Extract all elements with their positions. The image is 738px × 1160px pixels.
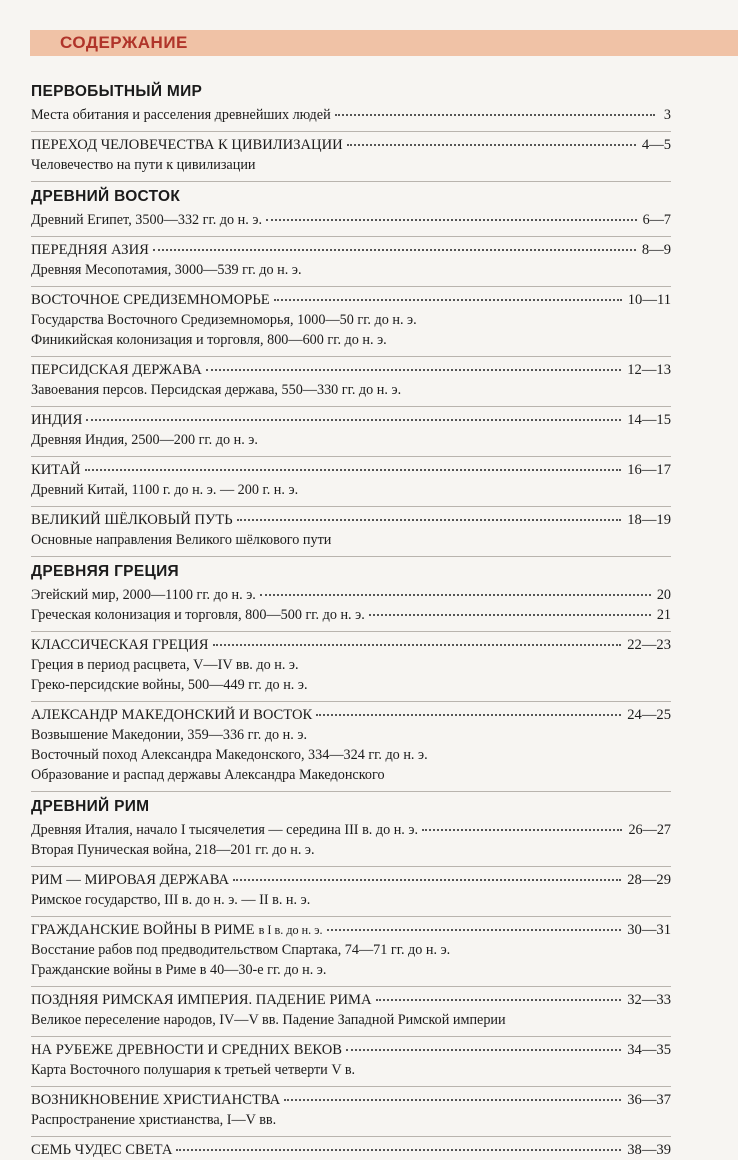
toc-sub-entry[interactable] — [31, 430, 671, 450]
topic-title: ПЕРЕДНЯЯ АЗИЯ — [31, 242, 149, 258]
toc-block — [31, 635, 671, 695]
dot-leader — [284, 1098, 621, 1101]
topic-title: ПЕРСИДСКАЯ ДЕРЖАВА — [31, 362, 202, 378]
toc-block — [31, 990, 671, 1030]
toc-sub-entry[interactable] — [31, 725, 671, 745]
block-divider — [31, 506, 671, 507]
toc-sub-entry[interactable] — [31, 745, 671, 765]
toc-sub-entry[interactable] — [31, 155, 671, 175]
section-divider — [31, 181, 671, 182]
page-number: 3 — [663, 107, 671, 123]
sub-title: Древняя Италия, начало I тысячелетия — середина III в. до н. э. — [31, 822, 419, 838]
topic-title: ВОЗНИКНОВЕНИЕ ХРИСТИАНСТВА — [31, 1092, 281, 1108]
toc-block — [31, 1040, 671, 1080]
toc-topic-entry[interactable] — [31, 1140, 671, 1160]
page-number: 36—37 — [627, 1092, 671, 1108]
topic-suffix: в I в. до н. э. — [258, 923, 323, 937]
dot-leader — [153, 248, 636, 251]
toc-sub-entry[interactable] — [31, 1110, 671, 1130]
section-heading: ДРЕВНИЙ РИМ — [31, 798, 150, 815]
page-number: 30—31 — [627, 922, 671, 938]
dot-leader — [176, 1148, 621, 1151]
sub-title: Финикийская колонизация и торговля, 800—600 гг. до н. э. — [31, 332, 387, 348]
toc-sub-entry[interactable] — [31, 310, 671, 330]
sub-title: Места обитания и расселения древнейших людей — [31, 107, 331, 123]
toc-sub-entry[interactable] — [31, 655, 671, 675]
page-number: 34—35 — [627, 1042, 671, 1058]
toc-block — [31, 1140, 671, 1160]
page-number: 24—25 — [627, 707, 671, 723]
toc-block — [31, 1090, 671, 1130]
page-number: 10—11 — [627, 292, 671, 308]
dot-leader — [266, 218, 637, 221]
sub-title: Карта Восточного полушария к третьей четверти V в. — [31, 1062, 356, 1078]
toc-topic-entry[interactable] — [31, 1040, 671, 1060]
toc-topic-entry[interactable] — [31, 240, 671, 260]
dot-leader — [376, 998, 622, 1001]
page-title: СОДЕРЖАНИЕ — [60, 33, 188, 52]
block-divider — [31, 1036, 671, 1037]
toc-sub-entry[interactable] — [31, 960, 671, 980]
toc-topic-entry[interactable] — [31, 135, 671, 155]
topic-title: ПЕРЕХОД ЧЕЛОВЕЧЕСТВА К ЦИВИЛИЗАЦИИ — [31, 137, 343, 153]
toc-sub-entry[interactable] — [31, 820, 671, 840]
toc-topic-entry[interactable] — [31, 360, 671, 380]
sub-title: Человечество на пути к цивилизации — [31, 157, 256, 173]
dot-leader — [335, 113, 655, 116]
page-number: 16—17 — [627, 462, 671, 478]
page-number: 14—15 — [627, 412, 671, 428]
dot-leader — [85, 468, 622, 471]
block-divider — [31, 866, 671, 867]
sub-title: Гражданские войны в Риме в 40—30-е гг. до н. э. — [31, 962, 327, 978]
toc-block — [31, 705, 671, 785]
block-divider — [31, 356, 671, 357]
block-divider — [31, 701, 671, 702]
topic-title: ВЕЛИКИЙ ШЁЛКОВЫЙ ПУТЬ — [31, 512, 233, 528]
toc-sub-entry[interactable] — [31, 105, 671, 125]
block-divider — [31, 1136, 671, 1137]
page-number: 21 — [656, 607, 671, 623]
toc-sub-entry[interactable] — [31, 210, 671, 230]
toc-topic-entry[interactable] — [31, 410, 671, 430]
toc-sub-entry[interactable] — [31, 765, 671, 785]
sub-title: Возвышение Македонии, 359—336 гг. до н. э. — [31, 727, 307, 743]
sub-title: Основные направления Великого шёлкового пути — [31, 532, 332, 548]
toc-topic-entry[interactable] — [31, 635, 671, 655]
dot-leader — [260, 593, 651, 596]
sub-title: Великое переселение народов, IV—V вв. Падение Западной Римской империи — [31, 1012, 506, 1028]
block-divider — [31, 286, 671, 287]
sub-title: Распространение христианства, I—V вв. — [31, 1112, 277, 1128]
sub-title: Восточный поход Александра Македонского, 334—324 гг. до н. э. — [31, 747, 428, 763]
toc-sub-entry[interactable] — [31, 605, 671, 625]
topic-title: КИТАЙ — [31, 462, 81, 478]
sub-title: Греция в период расцвета, V—IV вв. до н. э. — [31, 657, 299, 673]
topic-title: ГРАЖДАНСКИЕ ВОЙНЫ В РИМЕ — [31, 922, 255, 938]
block-divider — [31, 986, 671, 987]
topic-title: СЕМЬ ЧУДЕС СВЕТА — [31, 1142, 173, 1158]
block-divider — [31, 631, 671, 632]
sub-title: Древний Китай, 1100 г. до н. э. — 200 г. н. э. — [31, 482, 299, 498]
toc-sub-entry[interactable] — [31, 380, 671, 400]
toc-sub-entry[interactable] — [31, 480, 671, 500]
toc-sub-entry[interactable] — [31, 890, 671, 910]
page-number: 6—7 — [642, 212, 671, 228]
toc-topic-entry[interactable] — [31, 290, 671, 310]
sub-title: Римское государство, III в. до н. э. — II в. н. э. — [31, 892, 311, 908]
dot-leader — [206, 368, 621, 371]
sub-title: Эгейский мир, 2000—1100 гг. до н. э. — [31, 587, 256, 603]
dot-leader — [237, 518, 622, 521]
sub-title: Завоевания персов. Персидская держава, 550—330 гг. до н. э. — [31, 382, 402, 398]
sub-title: Государства Восточного Средиземноморья, 1000—50 гг. до н. э. — [31, 312, 417, 328]
sub-title: Вторая Пуническая война, 218—201 гг. до н. э. — [31, 842, 315, 858]
block-divider — [31, 456, 671, 457]
page-number: 28—29 — [627, 872, 671, 888]
page-number: 8—9 — [641, 242, 671, 258]
toc-block — [31, 240, 671, 280]
topic-title: ВОСТОЧНОЕ СРЕДИЗЕМНОМОРЬЕ — [31, 292, 270, 308]
dot-leader — [347, 143, 636, 146]
sub-title: Греко-персидские войны, 500—449 гг. до н. э. — [31, 677, 308, 693]
section-heading: ДРЕВНЯЯ ГРЕЦИЯ — [31, 563, 179, 580]
toc-block — [31, 460, 671, 500]
page-number: 4—5 — [641, 137, 671, 153]
section-heading: ДРЕВНИЙ ВОСТОК — [31, 188, 181, 205]
block-divider — [31, 236, 671, 237]
dot-leader — [233, 878, 621, 881]
toc-sub-entry[interactable] — [31, 530, 671, 550]
table-of-contents — [31, 82, 671, 1160]
dot-leader — [86, 418, 621, 421]
sub-title: Греческая колонизация и торговля, 800—500 гг. до н. э. — [31, 607, 365, 623]
dot-leader — [346, 1048, 621, 1051]
dot-leader — [422, 828, 622, 831]
topic-title: ИНДИЯ — [31, 412, 83, 428]
topic-title: АЛЕКСАНДР МАКЕДОНСКИЙ И ВОСТОК — [31, 707, 313, 723]
toc-topic-entry[interactable] — [31, 920, 671, 940]
block-divider — [31, 406, 671, 407]
dot-leader — [327, 928, 622, 931]
toc-block — [31, 290, 671, 350]
page-number: 12—13 — [627, 362, 671, 378]
toc-block — [31, 135, 671, 175]
toc-sub-entry[interactable] — [31, 330, 671, 350]
toc-topic-entry[interactable] — [31, 705, 671, 725]
toc-topic-entry[interactable] — [31, 870, 671, 890]
sub-title: Древняя Месопотамия, 3000—539 гг. до н. э. — [31, 262, 302, 278]
topic-title: КЛАССИЧЕСКАЯ ГРЕЦИЯ — [31, 637, 209, 653]
toc-sub-entry[interactable] — [31, 260, 671, 280]
section-heading: ПЕРВОБЫТНЫЙ МИР — [31, 83, 203, 100]
page-number: 26—27 — [628, 822, 671, 838]
toc-sub-entry[interactable] — [31, 585, 671, 605]
sub-title: Восстание рабов под предводительством Спартака, 74—71 гг. до н. э. — [31, 942, 451, 958]
toc-topic-entry[interactable] — [31, 510, 671, 530]
dot-leader — [213, 643, 622, 646]
toc-block — [31, 360, 671, 400]
section-divider — [31, 791, 671, 792]
sub-title: Древний Египет, 3500—332 гг. до н. э. — [31, 212, 262, 228]
toc-sub-entry[interactable] — [31, 840, 671, 860]
topic-title: РИМ — МИРОВАЯ ДЕРЖАВА — [31, 872, 230, 888]
page-number: 18—19 — [627, 512, 671, 528]
toc-sub-entry[interactable] — [31, 1010, 671, 1030]
toc-topic-entry[interactable] — [31, 990, 671, 1010]
toc-sub-entry[interactable] — [31, 1060, 671, 1080]
sub-title: Древняя Индия, 2500—200 гг. до н. э. — [31, 432, 258, 448]
toc-block — [31, 510, 671, 550]
toc-block — [31, 210, 671, 230]
topic-title: ПОЗДНЯЯ РИМСКАЯ ИМПЕРИЯ. ПАДЕНИЕ РИМА — [31, 992, 372, 1008]
toc-topic-entry[interactable] — [31, 460, 671, 480]
page-number: 38—39 — [627, 1142, 671, 1158]
topic-title: НА РУБЕЖЕ ДРЕВНОСТИ И СРЕДНИХ ВЕКОВ — [31, 1042, 343, 1058]
toc-topic-entry[interactable] — [31, 1090, 671, 1110]
page-number: 20 — [656, 587, 671, 603]
section-divider — [31, 556, 671, 557]
page-number: 32—33 — [627, 992, 671, 1008]
dot-leader — [274, 298, 622, 301]
block-divider — [31, 131, 671, 132]
toc-sub-entry[interactable] — [31, 940, 671, 960]
toc-block — [31, 105, 671, 125]
block-divider — [31, 916, 671, 917]
toc-sub-entry[interactable] — [31, 675, 671, 695]
dot-leader — [369, 613, 651, 616]
sub-title: Образование и распад державы Александра Македонского — [31, 767, 385, 783]
toc-block — [31, 870, 671, 910]
dot-leader — [316, 713, 621, 716]
toc-block — [31, 820, 671, 860]
toc-block — [31, 585, 671, 625]
toc-block — [31, 920, 671, 980]
page-number: 22—23 — [627, 637, 671, 653]
toc-block — [31, 410, 671, 450]
